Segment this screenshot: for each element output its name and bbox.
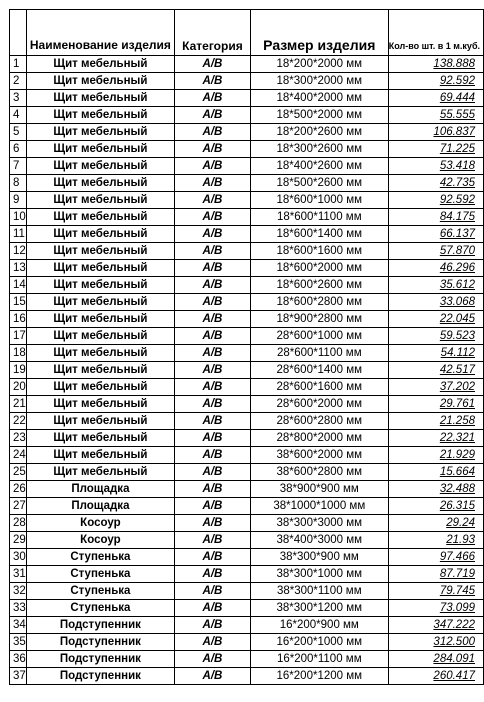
header-product-name: Наименование изделия	[26, 10, 174, 56]
product-name-cell: Щит мебельный	[26, 73, 174, 90]
size-cell: 18*400*2600 мм	[250, 158, 388, 175]
row-number-cell: 36	[10, 651, 27, 668]
product-name-cell: Ступенька	[26, 566, 174, 583]
quantity-cell: 42.517	[388, 362, 483, 379]
product-name-cell: Щит мебельный	[26, 311, 174, 328]
product-name-cell: Щит мебельный	[26, 158, 174, 175]
table-row	[10, 464, 484, 481]
size-cell: 38*300*900 мм	[250, 549, 388, 566]
category-cell: A/B	[175, 549, 251, 566]
quantity-cell: 92.592	[388, 73, 483, 90]
product-name-cell: Ступенька	[26, 549, 174, 566]
table-row	[10, 600, 484, 617]
row-number-cell: 29	[10, 532, 27, 549]
product-name-cell: Щит мебельный	[26, 175, 174, 192]
product-name-cell: Ступенька	[26, 600, 174, 617]
category-cell: A/B	[175, 311, 251, 328]
table-row	[10, 515, 484, 532]
product-name-cell: Ступенька	[26, 583, 174, 600]
table-row	[10, 379, 484, 396]
size-cell: 18*600*2800 мм	[250, 294, 388, 311]
quantity-cell: 97.466	[388, 549, 483, 566]
category-cell: A/B	[175, 600, 251, 617]
category-cell: A/B	[175, 413, 251, 430]
size-cell: 38*300*1000 мм	[250, 566, 388, 583]
table-row	[10, 532, 484, 549]
table-row	[10, 141, 484, 158]
size-cell: 38*900*900 мм	[250, 481, 388, 498]
table-row	[10, 481, 484, 498]
quantity-cell: 22.045	[388, 311, 483, 328]
table-row	[10, 396, 484, 413]
quantity-cell: 260.417	[388, 668, 483, 685]
category-cell: A/B	[175, 328, 251, 345]
size-cell: 38*1000*1000 мм	[250, 498, 388, 515]
category-cell: A/B	[175, 260, 251, 277]
product-name-cell: Щит мебельный	[26, 294, 174, 311]
table-row	[10, 124, 484, 141]
row-number-cell: 28	[10, 515, 27, 532]
table-row	[10, 634, 484, 651]
size-cell: 28*600*1000 мм	[250, 328, 388, 345]
category-cell: A/B	[175, 192, 251, 209]
row-number-cell: 12	[10, 243, 27, 260]
category-cell: A/B	[175, 498, 251, 515]
row-number-cell: 18	[10, 345, 27, 362]
category-cell: A/B	[175, 107, 251, 124]
product-name-cell: Косоур	[26, 515, 174, 532]
product-name-cell: Щит мебельный	[26, 413, 174, 430]
row-number-cell: 30	[10, 549, 27, 566]
quantity-cell: 22.321	[388, 430, 483, 447]
quantity-cell: 29.24	[388, 515, 483, 532]
table-row	[10, 362, 484, 379]
quantity-cell: 46.296	[388, 260, 483, 277]
row-number-cell: 11	[10, 226, 27, 243]
product-name-cell: Щит мебельный	[26, 260, 174, 277]
table-row	[10, 430, 484, 447]
size-cell: 18*600*1100 мм	[250, 209, 388, 226]
table-row	[10, 209, 484, 226]
category-cell: A/B	[175, 447, 251, 464]
category-cell: A/B	[175, 294, 251, 311]
table-row	[10, 549, 484, 566]
table-row	[10, 107, 484, 124]
quantity-cell: 84.175	[388, 209, 483, 226]
table-row	[10, 226, 484, 243]
product-name-cell: Щит мебельный	[26, 379, 174, 396]
header-category: Категория	[175, 10, 251, 56]
size-cell: 18*600*1600 мм	[250, 243, 388, 260]
quantity-cell: 92.592	[388, 192, 483, 209]
quantity-cell: 57.870	[388, 243, 483, 260]
row-number-cell: 26	[10, 481, 27, 498]
quantity-cell: 35.612	[388, 277, 483, 294]
size-cell: 38*600*2000 мм	[250, 447, 388, 464]
product-name-cell: Щит мебельный	[26, 90, 174, 107]
category-cell: A/B	[175, 209, 251, 226]
size-cell: 38*600*2800 мм	[250, 464, 388, 481]
size-cell: 16*200*1200 мм	[250, 668, 388, 685]
row-number-cell: 23	[10, 430, 27, 447]
category-cell: A/B	[175, 396, 251, 413]
category-cell: A/B	[175, 175, 251, 192]
size-cell: 28*600*1400 мм	[250, 362, 388, 379]
table-row	[10, 668, 484, 685]
quantity-cell: 21.929	[388, 447, 483, 464]
row-number-cell: 35	[10, 634, 27, 651]
category-cell: A/B	[175, 124, 251, 141]
product-name-cell: Щит мебельный	[26, 362, 174, 379]
quantity-cell: 106.837	[388, 124, 483, 141]
size-cell: 18*600*1400 мм	[250, 226, 388, 243]
table-row	[10, 447, 484, 464]
product-name-cell: Щит мебельный	[26, 226, 174, 243]
size-cell: 28*600*2000 мм	[250, 396, 388, 413]
quantity-cell: 53.418	[388, 158, 483, 175]
quantity-cell: 15.664	[388, 464, 483, 481]
row-number-cell: 13	[10, 260, 27, 277]
size-cell: 28*600*1100 мм	[250, 345, 388, 362]
category-cell: A/B	[175, 73, 251, 90]
quantity-cell: 59.523	[388, 328, 483, 345]
category-cell: A/B	[175, 90, 251, 107]
size-cell: 16*200*1000 мм	[250, 634, 388, 651]
row-number-cell: 16	[10, 311, 27, 328]
size-cell: 18*600*1000 мм	[250, 192, 388, 209]
category-cell: A/B	[175, 464, 251, 481]
table-row	[10, 260, 484, 277]
category-cell: A/B	[175, 158, 251, 175]
category-cell: A/B	[175, 345, 251, 362]
row-number-cell: 33	[10, 600, 27, 617]
size-cell: 38*300*1200 мм	[250, 600, 388, 617]
row-number-cell: 25	[10, 464, 27, 481]
size-cell: 18*300*2600 мм	[250, 141, 388, 158]
product-table	[9, 9, 484, 685]
row-number-cell: 31	[10, 566, 27, 583]
size-cell: 18*900*2800 мм	[250, 311, 388, 328]
size-cell: 18*600*2000 мм	[250, 260, 388, 277]
row-number-cell: 24	[10, 447, 27, 464]
category-cell: A/B	[175, 56, 251, 73]
product-name-cell: Щит мебельный	[26, 124, 174, 141]
row-number-cell: 1	[10, 56, 27, 73]
quantity-cell: 32.488	[388, 481, 483, 498]
size-cell: 18*200*2600 мм	[250, 124, 388, 141]
category-cell: A/B	[175, 430, 251, 447]
product-name-cell: Щит мебельный	[26, 447, 174, 464]
product-name-cell: Щит мебельный	[26, 243, 174, 260]
table-row	[10, 294, 484, 311]
category-cell: A/B	[175, 277, 251, 294]
product-name-cell: Щит мебельный	[26, 464, 174, 481]
product-name-cell: Щит мебельный	[26, 56, 174, 73]
category-cell: A/B	[175, 668, 251, 685]
row-number-cell: 17	[10, 328, 27, 345]
product-name-cell: Щит мебельный	[26, 209, 174, 226]
size-cell: 38*300*1100 мм	[250, 583, 388, 600]
table-row	[10, 498, 484, 515]
row-number-cell: 14	[10, 277, 27, 294]
product-name-cell: Площадка	[26, 481, 174, 498]
quantity-cell: 42.735	[388, 175, 483, 192]
size-cell: 18*400*2000 мм	[250, 90, 388, 107]
product-name-cell: Площадка	[26, 498, 174, 515]
table-row	[10, 73, 484, 90]
table-row	[10, 243, 484, 260]
quantity-cell: 312.500	[388, 634, 483, 651]
category-cell: A/B	[175, 583, 251, 600]
size-cell: 38*300*3000 мм	[250, 515, 388, 532]
row-number-cell: 2	[10, 73, 27, 90]
product-name-cell: Подступенник	[26, 668, 174, 685]
quantity-cell: 54.112	[388, 345, 483, 362]
product-name-cell: Щит мебельный	[26, 430, 174, 447]
category-cell: A/B	[175, 362, 251, 379]
category-cell: A/B	[175, 243, 251, 260]
product-name-cell: Подступенник	[26, 617, 174, 634]
row-number-cell: 15	[10, 294, 27, 311]
header-row	[10, 10, 484, 56]
category-cell: A/B	[175, 379, 251, 396]
product-name-cell: Щит мебельный	[26, 328, 174, 345]
category-cell: A/B	[175, 566, 251, 583]
quantity-cell: 21.93	[388, 532, 483, 549]
table-row	[10, 651, 484, 668]
size-cell: 18*500*2000 мм	[250, 107, 388, 124]
product-name-cell: Щит мебельный	[26, 345, 174, 362]
category-cell: A/B	[175, 226, 251, 243]
product-name-cell: Подступенник	[26, 651, 174, 668]
category-cell: A/B	[175, 617, 251, 634]
product-name-cell: Косоур	[26, 532, 174, 549]
table-row	[10, 175, 484, 192]
quantity-cell: 55.555	[388, 107, 483, 124]
quantity-cell: 138.888	[388, 56, 483, 73]
table-row	[10, 311, 484, 328]
row-number-cell: 7	[10, 158, 27, 175]
table-body	[10, 56, 484, 685]
quantity-cell: 26.315	[388, 498, 483, 515]
size-cell: 18*200*2000 мм	[250, 56, 388, 73]
category-cell: A/B	[175, 634, 251, 651]
header-quantity-per-cubic-meter: Кол-во шт. в 1 м.куб.	[388, 10, 483, 56]
category-cell: A/B	[175, 532, 251, 549]
quantity-cell: 29.761	[388, 396, 483, 413]
quantity-cell: 37.202	[388, 379, 483, 396]
size-cell: 16*200*1100 мм	[250, 651, 388, 668]
quantity-cell: 69.444	[388, 90, 483, 107]
row-number-cell: 34	[10, 617, 27, 634]
quantity-cell: 73.099	[388, 600, 483, 617]
row-number-cell: 6	[10, 141, 27, 158]
quantity-cell: 347.222	[388, 617, 483, 634]
size-cell: 18*600*2600 мм	[250, 277, 388, 294]
product-name-cell: Подступенник	[26, 634, 174, 651]
table-row	[10, 617, 484, 634]
row-number-cell: 5	[10, 124, 27, 141]
size-cell: 28*600*1600 мм	[250, 379, 388, 396]
row-number-cell: 8	[10, 175, 27, 192]
row-number-cell: 21	[10, 396, 27, 413]
table-row	[10, 566, 484, 583]
quantity-cell: 21.258	[388, 413, 483, 430]
table-row	[10, 90, 484, 107]
table-row	[10, 158, 484, 175]
row-number-cell: 32	[10, 583, 27, 600]
size-cell: 28*800*2000 мм	[250, 430, 388, 447]
row-number-cell: 10	[10, 209, 27, 226]
product-name-cell: Щит мебельный	[26, 192, 174, 209]
size-cell: 38*400*3000 мм	[250, 532, 388, 549]
table-row	[10, 192, 484, 209]
header-number	[10, 10, 27, 56]
row-number-cell: 4	[10, 107, 27, 124]
table-row	[10, 56, 484, 73]
product-name-cell: Щит мебельный	[26, 141, 174, 158]
category-cell: A/B	[175, 515, 251, 532]
row-number-cell: 22	[10, 413, 27, 430]
row-number-cell: 19	[10, 362, 27, 379]
quantity-cell: 66.137	[388, 226, 483, 243]
row-number-cell: 37	[10, 668, 27, 685]
header-size: Размер изделия	[250, 10, 388, 56]
size-cell: 16*200*900 мм	[250, 617, 388, 634]
quantity-cell: 87.719	[388, 566, 483, 583]
row-number-cell: 20	[10, 379, 27, 396]
row-number-cell: 9	[10, 192, 27, 209]
quantity-cell: 33.068	[388, 294, 483, 311]
table-row	[10, 277, 484, 294]
quantity-cell: 79.745	[388, 583, 483, 600]
category-cell: A/B	[175, 141, 251, 158]
quantity-cell: 71.225	[388, 141, 483, 158]
quantity-cell: 284.091	[388, 651, 483, 668]
table-row	[10, 413, 484, 430]
table-row	[10, 328, 484, 345]
size-cell: 18*500*2600 мм	[250, 175, 388, 192]
table-row	[10, 345, 484, 362]
table-row	[10, 583, 484, 600]
product-name-cell: Щит мебельный	[26, 396, 174, 413]
product-name-cell: Щит мебельный	[26, 277, 174, 294]
product-name-cell: Щит мебельный	[26, 107, 174, 124]
category-cell: A/B	[175, 651, 251, 668]
row-number-cell: 3	[10, 90, 27, 107]
category-cell: A/B	[175, 481, 251, 498]
size-cell: 18*300*2000 мм	[250, 73, 388, 90]
size-cell: 28*600*2800 мм	[250, 413, 388, 430]
row-number-cell: 27	[10, 498, 27, 515]
